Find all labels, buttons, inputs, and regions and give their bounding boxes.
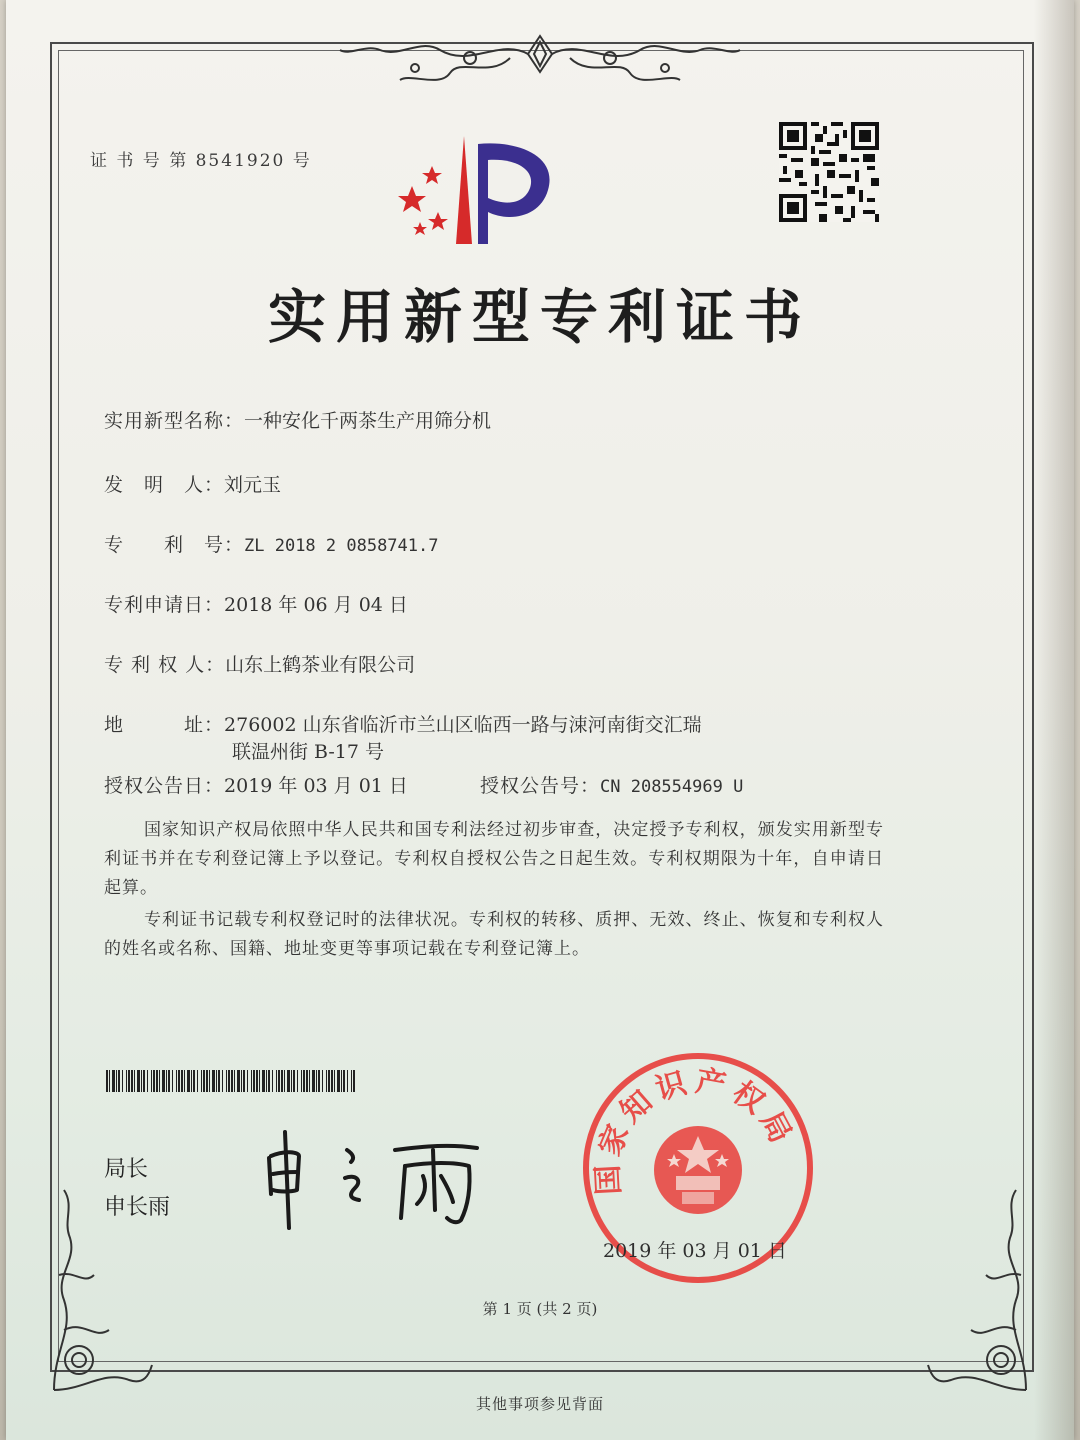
barcode-bar: [184, 1070, 185, 1092]
barcode-bar: [176, 1070, 177, 1092]
legal-paragraph-1: 国家知识产权局依照中华人民共和国专利法经过初步审查，决定授予专利权，颁发实用新型专利证书并在专利登记簿上予以登记。专利权自授权公告之日起生效。专利权期限为十年，自申请日起算。: [104, 820, 884, 898]
barcode-bar: [203, 1070, 205, 1092]
director-name: 申长雨: [104, 1195, 171, 1220]
barcode-bar: [262, 1070, 265, 1092]
inventor-value: 刘元玉: [224, 474, 282, 496]
barcode-bar: [268, 1070, 270, 1092]
barcode-bar: [234, 1070, 235, 1092]
barcode-bar: [209, 1070, 210, 1092]
barcode-bar: [116, 1070, 117, 1092]
barcode-bar: [284, 1070, 285, 1092]
barcode-bar: [126, 1070, 127, 1092]
barcode-bar: [197, 1070, 198, 1092]
field-address: [104, 710, 702, 737]
certificate-number: 证 书 号 第 8541920 号: [90, 151, 312, 171]
patentee-value: 山东上鹤茶业有限公司: [225, 654, 416, 676]
barcode-bar: [222, 1070, 223, 1092]
address-label: 地 址：: [104, 714, 225, 736]
barcode-bar: [301, 1070, 302, 1092]
barcode-bar: [237, 1070, 240, 1092]
barcode-bar: [226, 1070, 227, 1092]
inventor-label: 发 明 人：: [104, 474, 225, 496]
barcode-bar: [334, 1070, 335, 1092]
barcode-bar: [143, 1070, 145, 1092]
page-number: 第 1 页 (共 2 页): [482, 1300, 598, 1318]
grant-date-label: 授权公告日：: [104, 775, 225, 797]
barcode-bar: [322, 1070, 323, 1092]
filing-date-label: 专利申请日：: [104, 594, 225, 616]
barcode-bar: [251, 1070, 252, 1092]
barcode-bar: [156, 1070, 158, 1092]
barcode-bar: [159, 1070, 160, 1092]
barcode-bar: [331, 1070, 333, 1092]
barcode-bar: [212, 1070, 215, 1092]
barcode-bar: [291, 1070, 292, 1092]
barcode-bar: [191, 1070, 192, 1092]
barcode-bar: [131, 1070, 133, 1092]
barcode-bar: [247, 1070, 248, 1092]
barcode-bar: [168, 1070, 170, 1092]
barcode-bar: [122, 1070, 123, 1092]
utility-model-name-label: 实用新型名称：: [104, 410, 245, 432]
barcode-bar: [259, 1070, 260, 1092]
top-ornament: [330, 28, 750, 98]
barcode-bar: [162, 1070, 165, 1092]
barcode-bar: [118, 1070, 120, 1092]
back-note: 其他事项参见背面: [475, 1395, 604, 1413]
patent-office-logo: [398, 126, 560, 246]
director-title: 局长: [104, 1157, 149, 1182]
director-signature: [255, 1120, 495, 1230]
barcode-bar: [328, 1070, 330, 1092]
barcode-bar: [337, 1070, 340, 1092]
barcode-bar: [312, 1070, 315, 1092]
bottom-right-corner-ornament: [926, 1180, 1046, 1400]
barcode-bar: [166, 1070, 167, 1092]
patentee-label: 专 利 权 人：: [104, 654, 226, 676]
barcode-bar: [278, 1070, 280, 1092]
barcode-bar: [276, 1070, 277, 1092]
barcode-bar: [228, 1070, 230, 1092]
field-utility-model-name: [104, 406, 491, 433]
barcode-bar: [216, 1070, 217, 1092]
barcode-bar: [341, 1070, 342, 1092]
barcode-bar: [147, 1070, 148, 1092]
barcode-bar: [218, 1070, 220, 1092]
utility-model-name-value: 一种安化千两茶生产用筛分机: [244, 410, 492, 432]
grant-number-value: CN 208554969 U: [600, 777, 744, 797]
barcode-bar: [343, 1070, 345, 1092]
field-patentee: [104, 650, 415, 677]
barcode-bar: [128, 1070, 130, 1092]
barcode-bar: [347, 1070, 348, 1092]
filing-date-value: 2018 年 06 月 04 日: [224, 594, 408, 616]
barcode-bar: [206, 1070, 208, 1092]
barcode-bar: [272, 1070, 273, 1092]
field-grant-number: [480, 771, 743, 798]
barcode-bar: [309, 1070, 310, 1092]
barcode-bar: [287, 1070, 290, 1092]
barcode-bar: [318, 1070, 320, 1092]
barcode-bar: [172, 1070, 173, 1092]
barcode-bar: [306, 1070, 308, 1092]
barcode-bar: [109, 1070, 110, 1092]
barcode-bar: [141, 1070, 142, 1092]
seal-date: 2019 年 03 月 01 日: [603, 1240, 787, 1262]
barcode-bar: [241, 1070, 242, 1092]
field-patent-number: [104, 530, 438, 557]
barcode-bar: [353, 1070, 355, 1092]
grant-date-value: 2019 年 03 月 01 日: [224, 775, 408, 797]
barcode-bar: [201, 1070, 202, 1092]
barcode-bar: [293, 1070, 295, 1092]
barcode-bar: [253, 1070, 255, 1092]
barcode-bar: [106, 1070, 108, 1092]
seal-ring-text: 国家知识产权局: [590, 1063, 801, 1196]
barcode-bar: [303, 1070, 305, 1092]
barcode-bar: [297, 1070, 298, 1092]
field-inventor: [104, 470, 281, 497]
barcode-bar: [326, 1070, 327, 1092]
barcode-bar: [178, 1070, 180, 1092]
barcode-bar: [256, 1070, 258, 1092]
address-line-2-row: [232, 737, 384, 764]
patent-number-label: 专 利 号：: [104, 534, 245, 556]
legal-paragraph-2: 专利证书记载专利权登记时的法律状况。专利权的转移、质押、无效、终止、恢复和专利权人的姓名或名称、国籍、地址变更等事项记载在专利登记簿上。: [104, 910, 884, 959]
barcode-bar: [316, 1070, 317, 1092]
barcode-bar: [134, 1070, 135, 1092]
qr-code: [779, 122, 879, 222]
certificate-title: 实用新型专利证书: [267, 283, 812, 351]
barcode-bar: [153, 1070, 155, 1092]
patent-number-value: ZL 2018 2 0858741.7: [244, 536, 439, 556]
barcode-bar: [231, 1070, 233, 1092]
field-grant-date: [104, 771, 408, 798]
barcode: [106, 1070, 358, 1092]
barcode-bar: [193, 1070, 195, 1092]
grant-number-label: 授权公告号：: [480, 775, 601, 797]
barcode-bar: [151, 1070, 152, 1092]
barcode-bar: [181, 1070, 183, 1092]
address-line-2: 联温州街 B-17 号: [232, 741, 384, 763]
barcode-bar: [266, 1070, 267, 1092]
barcode-bar: [112, 1070, 115, 1092]
barcode-bar: [351, 1070, 352, 1092]
barcode-bar: [243, 1070, 245, 1092]
barcode-bar: [187, 1070, 190, 1092]
barcode-bar: [281, 1070, 283, 1092]
field-filing-date: [104, 590, 408, 617]
barcode-bar: [137, 1070, 140, 1092]
address-line-1: 276002 山东省临沂市兰山区临西一路与涑河南街交汇瑞: [224, 714, 702, 736]
certificate-border-inner: [58, 50, 1024, 1362]
